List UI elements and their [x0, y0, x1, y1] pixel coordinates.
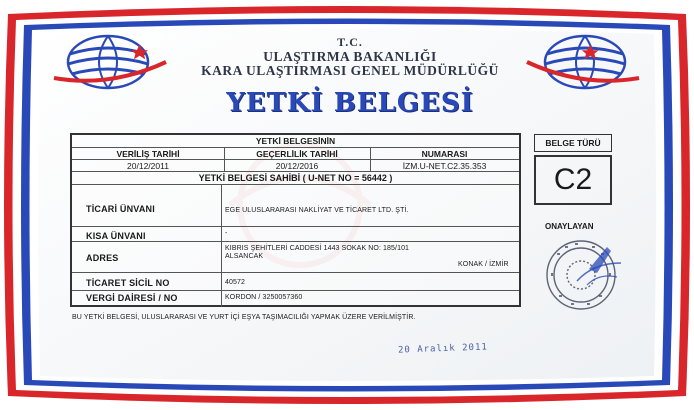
- certificate-type-label: BELGE TÜRÜ: [534, 134, 612, 152]
- section-title: YETKİ BELGESİNİN: [255, 136, 336, 146]
- field-value-line2: ALSANCAK: [225, 253, 264, 260]
- header-ministry: ULAŞTIRMA BAKANLIĞI: [263, 49, 437, 64]
- holder-title: YETKİ BELGESİ SAHİBİ ( U-NET NO = 56442 ): [198, 173, 393, 183]
- header-directorate: KARA ULAŞTIRMASI GENEL MÜDÜRLÜĞÜ: [201, 63, 499, 78]
- field-value: KORDON / 3250057360: [225, 294, 303, 301]
- field-row-short-name: [72, 227, 519, 242]
- certificate-number: İZM.U-NET.C2.35.353: [402, 160, 487, 171]
- holder-title-row: [72, 172, 519, 185]
- approver-label: ONAYLAYAN: [545, 222, 594, 231]
- field-value: -: [225, 230, 228, 237]
- field-value: KIBRIS ŞEHİTLERİ CADDESİ 1443 SOKAK NO: 185/101: [225, 245, 410, 252]
- field-label: TİCARET SİCİL NO: [86, 278, 170, 288]
- field-row-address: [72, 242, 519, 273]
- field-label: KISA ÜNVANI: [86, 231, 146, 241]
- certificate-table: [70, 133, 521, 307]
- field-label: ADRES: [86, 253, 119, 263]
- table-values-row: [72, 160, 519, 172]
- field-value-line3: KONAK / İZMİR: [458, 261, 509, 268]
- header-tc: T.C.: [337, 35, 363, 49]
- field-value: EGE ULUSLARARASI NAKLİYAT VE TİCARET LTD. ŞTİ.: [225, 207, 409, 214]
- column-header: GEÇERLİLİK TARİHİ: [256, 148, 338, 159]
- field-row-trade-name: [72, 185, 519, 227]
- stamp-date: 20 Aralık 2011: [397, 342, 489, 356]
- field-row-registry-no: [72, 273, 519, 291]
- field-value: 40572: [225, 279, 245, 286]
- field-row-tax-office: [72, 291, 519, 305]
- column-header: NUMARASI: [421, 148, 468, 159]
- table-header-row: [72, 148, 519, 160]
- field-label: VERGİ DAİRESİ / NO: [86, 293, 178, 303]
- issue-date: 20/12/2011: [127, 160, 169, 171]
- document-title: YETKİ BELGESİ: [226, 88, 474, 118]
- footer-note: BU YETKİ BELGESİ, ULUSLARARASI VE YURT İÇİ EŞYA TAŞIMACILIĞI YAPMAK ÜZERE VERİLMİŞTİR.: [72, 314, 416, 321]
- field-label: TİCARİ ÜNVANI: [86, 204, 155, 214]
- table-section-title-row: [72, 135, 519, 148]
- official-seal-icon: [537, 233, 633, 315]
- column-header: VERİLİŞ TARİHİ: [116, 148, 180, 159]
- validity-date: 20/12/2016: [275, 160, 319, 171]
- certificate-type-value: C2: [534, 155, 612, 205]
